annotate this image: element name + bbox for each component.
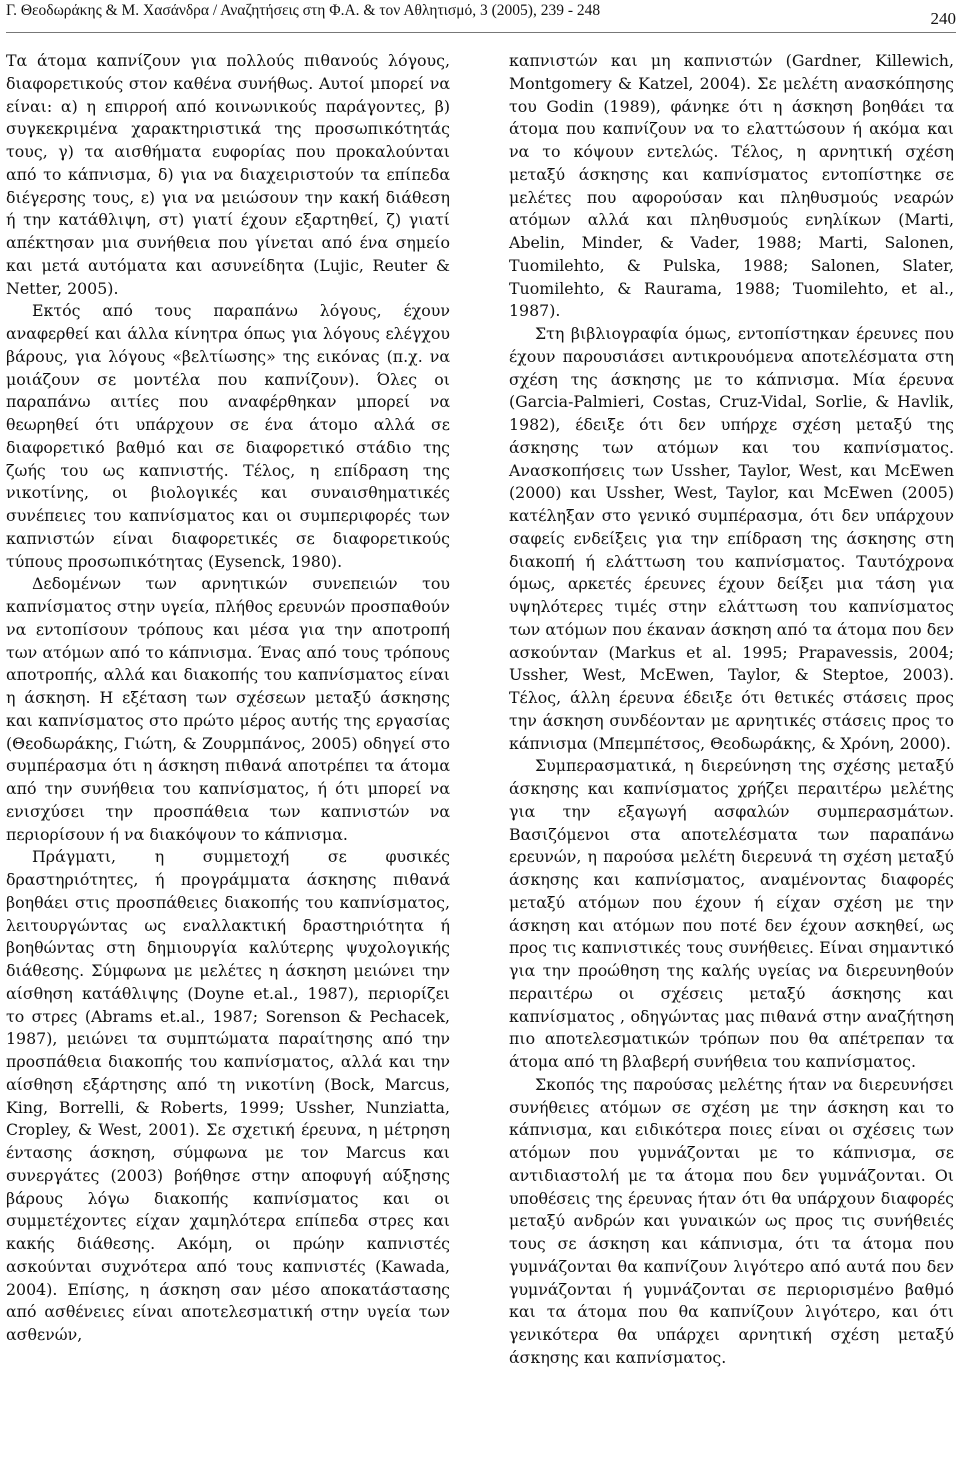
- paragraph: Σκοπός της παρούσας μελέτης ήταν να διερευνήσει συνήθειες ατόμων σε σχέση με την άσκηση και το κάπνισμα, και ειδικότερα ποιες είναι οι σχέσεις των ατόμων που γυμνάζονται με το κάπνισμα, σε αντιδιαστολή με τα άτομα που δεν γυμνάζονται. Οι υποθέσεις της έρευνας ήταν ότι θα υπάρχουν διαφορές μεταξύ ανδρών και γυναικών ως προς τις συνήθειές τους σε άσκηση και κάπνισμα, ότι τα άτομα που γυμνάζονται θα καπνίζουν λιγότερο από αυτά που δεν γυμνάζονται ή γυμνάζονται σε περιορισμένο βαθμό και τα άτομα που θα καπνίζουν λιγότερο, και ότι γενικότερα θα υπάρχει αρνητική σχέση μεταξύ άσκησης και καπνίσματος.: [509, 1074, 954, 1367]
- paragraph: καπνιστών και μη καπνιστών (Gardner, Killewich, Montgomery & Katzel, 2004). Σε μελέτη ανασκόπησης του Godin (1989), φάνηκε ότι η άσκηση βοηθάει τα άτομα που καπνίζουν να το ελαττώσουν ή ακόμα και να το κόψουν εντελώς. Τέλος, η αρνητική σχέση μεταξύ άσκησης και καπνίσματος εντοπίστηκε σε μελέτες που αφορούσαν και πληθυσμούς νεαρών ατόμων αλλά και πληθυσμούς ενηλίκων (Marti, Abelin, Minder, & Vader, 1988; Marti, Salonen, Tuomilehto, & Pulska, 1988; Salonen, Slater, Tuomilehto, & Raurama, 1988; Tuomilehto, et al., 1987).: [509, 51, 954, 321]
- paragraph: Τα άτομα καπνίζουν για πολλούς πιθανούς λόγους, διαφορετικούς στον καθένα συνήθως. Αυτοί μπορεί να είναι: α) η επιρροή από κοινωνικούς παράγοντες, β) συγκεκριμένα χαρακτηριστικά της προσωπικότητάς τους, γ) τα αισθήματα ευφορίας που προκαλούνται από το κάπνισμα, δ) για να διαχειριστούν τα επίπεδα διέγερσης τους, ε) για να μειώσουν την κακή διάθεση ή την κατάθλιψη, στ) γιατί έχουν εξαρτηθεί, ζ) γιατί απέκτησαν μια συνήθεια που γίνεται από ένα σημείο και μετά αυτόματα και ασυνείδητα (Lujic, Reuter & Netter, 2005).: [6, 51, 450, 298]
- header-rule: [6, 32, 956, 33]
- page-header: [6, 0, 956, 30]
- paragraph: Δεδομένων των αρνητικών συνεπειών του καπνίσματος στην υγεία, πλήθος ερευνών προσπαθούν να εντοπίσουν τρόπους και μέσα για την αποτροπή των ατόμων από το κάπνισμα. Ένας από τους τρόπους αποτροπής, αλλά και διακοπής του καπνίσματος είναι η άσκηση. Η εξέταση των σχέσεων μεταξύ άσκησης και καπνίσματος στο πρώτο μέρος αυτής της εργασίας (Θεοδωράκης, Γιώτη, & Ζουρμπάνος, 2005) οδηγεί στο συμπέρασμα ότι η άσκηση πιθανά αποτρέπει τα άτομα από την συνήθεια του καπνίσματος, ή ότι μπορεί να ενισχύσει την προσπάθεια των καπνιστών να περιορίσουν ή να διακόψουν το κάπνισμα.: [6, 574, 450, 844]
- left-column: [6, 50, 450, 1347]
- paragraph: Εκτός από τους παραπάνω λόγους, έχουν αναφερθεί και άλλα κίνητρα όπως για λόγους ελέγχου βάρους, για λόγους «βελτίωσης» της εικόνας (π.χ. να μοιάζουν σε μοντέλα που καπνίζουν). Όλες οι παραπάνω αιτίες που αναφέρθηκαν μπορεί να θεωρηθεί ότι υπάρχουν σε ένα άτομο αλλά σε διαφορετικό βαθμό και σε διαφορετικό στάδιο της ζωής του ως καπνιστής. Τέλος, η επίδραση της νικοτίνης, οι βιολογικές και συναισθηματικές συνέπειες του καπνίσματος και οι συμπεριφορές των καπνιστών είναι διαφορετικές σε διαφορετικούς τύπους προσωπικότητας (Eysenck, 1980).: [6, 301, 450, 571]
- page-number: 240: [930, 9, 956, 28]
- paragraph: Στη βιβλιογραφία όμως, εντοπίστηκαν έρευνες που έχουν παρουσιάσει αντικρουόμενα αποτελέσματα στη σχέση της άσκησης με το κάπνισμα. Μία έρευνα (Garcia-Palmieri, Costas, Cruz-Vidal, Sorlie, & Havlik, 1982), έδειξε ότι δεν υπήρχε σχέση μεταξύ της άσκησης των ατόμων και του καπνίσματος. Ανασκοπήσεις των Ussher, Taylor, West, και McEwen (2000) και Ussher, West, Taylor, και McEwen (2005) κατέληξαν στο γενικό συμπέρασμα, ότι δεν υπάρχουν σαφείς ενδείξεις για την επίδραση της άσκησης στη διακοπή ή ελάττωση του καπνίσματος. Ταυτόχρονα όμως, αρκετές έρευνες έχουν δείξει μια τάση για υψηλότερες τιμές στην ελάττωση του καπνίσματος των ατόμων που έκαναν άσκηση από τα άτομα που δεν ασκούνταν (Markus et al. 1995; Prapavessis, 2004; Ussher, West, McEwen, Taylor, & Steptoe, 2003). Τέλος, άλλη έρευνα έδειξε ότι θετικές στάσεις προς την άσκηση συνδέονταν με αρνητικές στάσεις προς το κάπνισμα (Μπεμπέτσος, Θεοδωράκης, & Χρόνη, 2000).: [509, 324, 954, 753]
- running-head: Γ. Θεοδωράκης & Μ. Χασάνδρα / Αναζητήσεις στη Φ.Α. & τον Αθλητισμό, 3 (2005), 239 - 248: [6, 2, 601, 19]
- paragraph: Πράγματι, η συμμετοχή σε φυσικές δραστηριότητες, ή προγράμματα άσκησης πιθανά βοηθάει στις προσπάθειες διακοπής του καπνίσματος, λειτουργώντας ως εναλλακτική δραστηριότητα ή βοηθώντας στη δημιουργία καλύτερης ψυχολογικής διάθεσης. Σύμφωνα με μελέτες η άσκηση μειώνει την αίσθηση κατάθλιψης (Doyne et.al., 1987), περιορίζει το στρες (Abrams et.al., 1987; Sorenson & Pechacek, 1987), μειώνει τα συμπτώματα παραίτησης από την προσπάθεια διακοπής του καπνίσματος, αλλά και την αίσθηση εξάρτησης από τη νικοτίνη (Bock, Marcus, King, Borrelli, & Roberts, 1999; Ussher, Nunziatta, Cropley, & West, 2001). Σε σχετική έρευνα, η μέτρηση έντασης άσκηση, σύμφωνα με τον Marcus και συνεργάτες (2003) βοήθησε στην αποφυγή αύξησης βάρους λόγω διακοπής καπνίσματος και οι συμμετέχοντες είχαν χαμηλότερα επίπεδα στρες και κακής διάθεσης. Ακόμη, οι πρώην καπνιστές ασκούνται συχνότερα από τους καπνιστές (Kawada, 2004). Επίσης, η άσκηση σαν μέσο αποκατάστασης από ασθένειες είναι αποτελεσματική στην υγεία των ασθενών,: [6, 847, 450, 1344]
- right-column: [509, 50, 954, 1370]
- paragraph: Συμπερασματικά, η διερεύνηση της σχέσης μεταξύ άσκησης και καπνίσματος χρήζει περαιτέρω μελέτης για την εξαγωγή ασφαλών συμπερασμάτων. Βασιζόμενοι στα αποτελέσματα των παραπάνω ερευνών, η παρούσα μελέτη διερευνά τη σχέση μεταξύ άσκησης και καπνίσματος, αναμένοντας διαφορές μεταξύ ατόμων που έχουν ή είχαν σχέση με την άσκηση και ατόμων που ποτέ δεν έχουν ασκηθεί, ως προς τις καπνιστικές τους συνήθειες. Είναι σημαντικό για την προώθηση της καλής υγείας να διερευνηθούν περαιτέρω οι σχέσεις μεταξύ άσκησης και καπνίσματος , οδηγώντας μας πιθανά στην αναζήτηση πιο αποτελεσματικών τρόπων που θα απέτρεπαν τα άτομα από τη βλαβερή συνήθεια του καπνίσματος.: [509, 756, 954, 1071]
